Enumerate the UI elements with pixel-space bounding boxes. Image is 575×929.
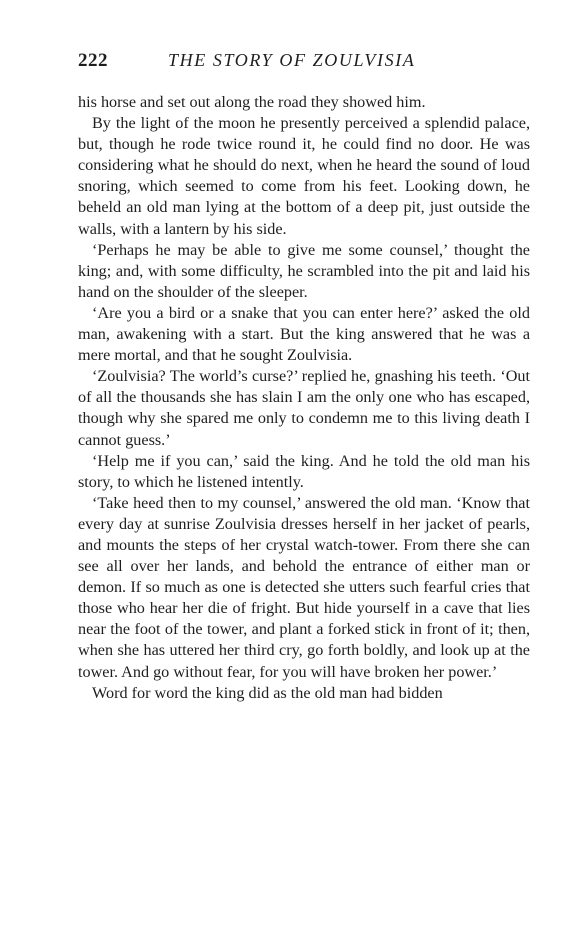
paragraph-perhaps: ‘Perhaps he may be able to give me some counsel,’ thought the king; and, with some difficulty, he scrambled into the pit and laid his hand on the shoulder of the sleeper.	[78, 240, 530, 301]
paragraph-help-me: ‘Help me if you can,’ said the king. And he told the old man his story, to which he listened intently.	[78, 451, 530, 491]
paragraph-take-heed: ‘Take heed then to my counsel,’ answered the old man. ‘Know that every day at sunrise Zoulvisia dresses herself in her jacket of pearls, and mounts the steps of her crystal watch-tower. From there she can see all over her lands, and behold the entrance of either man or demon. If so much as one is detected she utters such fearful cries that those who hear her die of fright. But hide yourself in a cave that lies near the foot of the tower, and plant a forked stick in front of it; then, when she has uttered her third cry, go forth boldly, and look up at the tower. And go without fear, for you will have broken her power.’	[78, 493, 530, 681]
page-number: 222	[78, 50, 108, 71]
paragraph-word-for-word: Word for word the king did as the old man had bidden	[92, 683, 443, 702]
paragraph-worlds-curse: ‘Zoulvisia? The world’s curse?’ replied he, gnashing his teeth. ‘Out of all the thousands she has slain I am the only one who has escaped, though why she spared me only to condemn me to this living death I cannot guess.’	[78, 367, 530, 449]
book-page	[78, 50, 530, 704]
paragraph-continuation: his horse and set out along the road they showed him.	[78, 93, 426, 111]
running-head	[78, 50, 530, 78]
running-title: THE STORY OF ZOULVISIA	[168, 50, 416, 70]
paragraph-bird-or-snake: ‘Are you a bird or a snake that you can enter here?’ asked the old man, awakening with a start. But the king answered that he was a mere mortal, and that he sought Zoulvisia.	[78, 303, 530, 365]
paragraph-palace: By the light of the moon he presently perceived a splendid palace, but, though he rode twice round it, he could find no door. He was considering what he should do next, when he heard the sound of loud snoring, which seemed to come from his feet. Looking down, he beheld an old man lying at the bottom of a deep pit, just outside the walls, with a lantern by his side.	[78, 114, 530, 238]
body-text	[78, 92, 530, 704]
